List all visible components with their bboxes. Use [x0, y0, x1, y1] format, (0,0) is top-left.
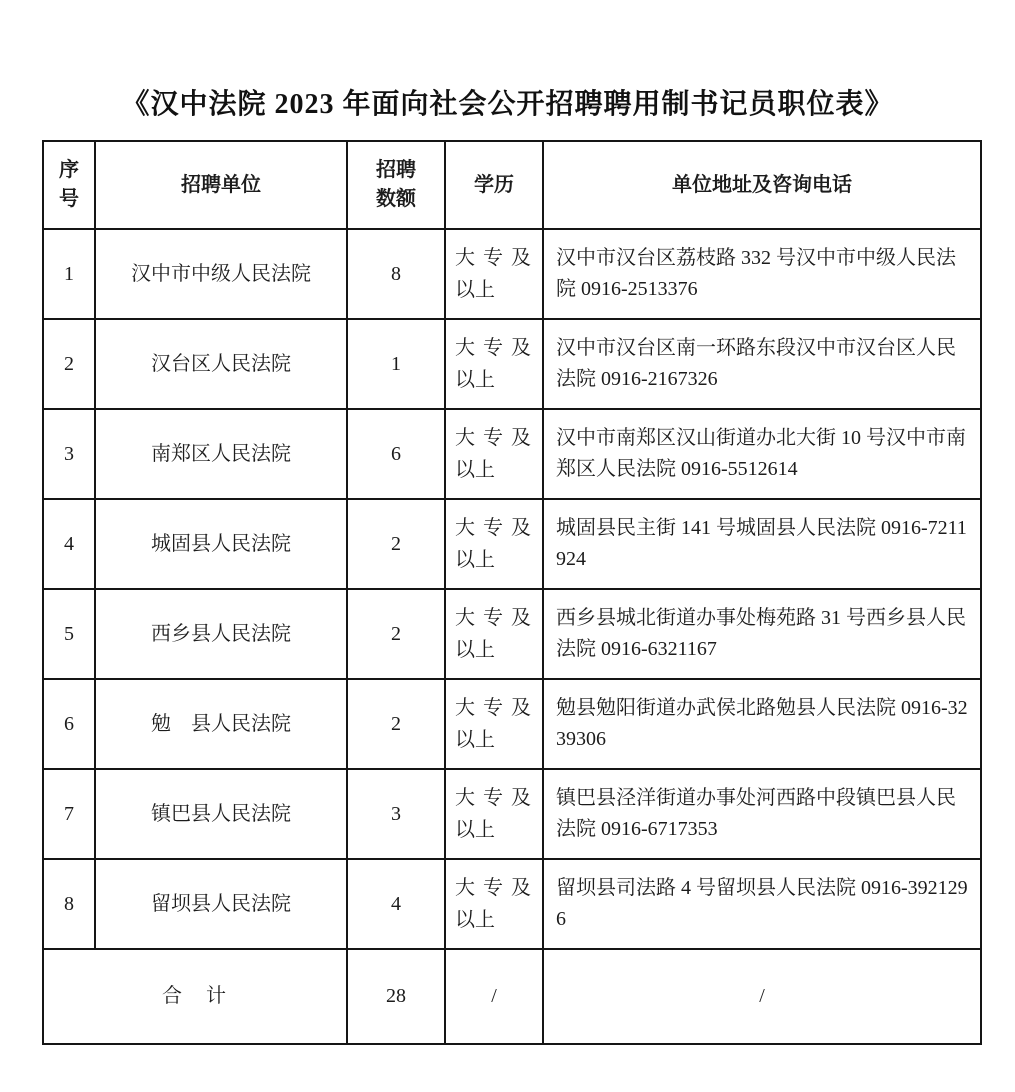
address-text: 镇巴县泾洋街道办事处河西路中段镇巴县人民法院 0916-6717353	[556, 787, 956, 840]
address-cell	[543, 769, 981, 859]
education-cell	[445, 229, 543, 319]
total-quota-cell: 28	[347, 949, 445, 1044]
header-row	[43, 141, 981, 229]
column-header-unit	[95, 141, 347, 229]
column-header-education-label: 学历	[474, 173, 514, 196]
address-cell	[543, 589, 981, 679]
unit-cell: 南郑区人民法院	[95, 409, 347, 499]
education-text: 大专及以上	[455, 337, 531, 391]
unit-cell: 勉 县人民法院	[95, 679, 347, 769]
quota-cell: 3	[347, 769, 445, 859]
education-text: 大专及以上	[455, 607, 531, 661]
column-header-serial	[43, 141, 95, 229]
serial-cell: 4	[43, 499, 95, 589]
serial-cell: 5	[43, 589, 95, 679]
unit-cell: 汉台区人民法院	[95, 319, 347, 409]
unit-cell: 留坝县人民法院	[95, 859, 347, 949]
quota-cell: 1	[347, 319, 445, 409]
column-header-address	[543, 141, 981, 229]
page-title: 《汉中法院 2023 年面向社会公开招聘聘用制书记员职位表》	[121, 89, 894, 120]
total-label-cell: 合 计	[43, 949, 347, 1044]
total-education-cell: /	[445, 949, 543, 1044]
education-cell	[445, 319, 543, 409]
address-text: 勉县勉阳街道办武侯北路勉县人民法院 0916-3239306	[556, 697, 968, 750]
quota-cell: 2	[347, 589, 445, 679]
education-text: 大专及以上	[455, 787, 531, 841]
unit-cell: 城固县人民法院	[95, 499, 347, 589]
table-row	[43, 859, 981, 949]
serial-cell: 2	[43, 319, 95, 409]
education-text: 大专及以上	[455, 517, 531, 571]
column-header-education	[445, 141, 543, 229]
table-row	[43, 679, 981, 769]
address-cell	[543, 229, 981, 319]
table-row	[43, 319, 981, 409]
education-text: 大专及以上	[455, 427, 531, 481]
unit-cell: 汉中市中级人民法院	[95, 229, 347, 319]
serial-cell: 1	[43, 229, 95, 319]
total-row	[43, 949, 981, 1044]
address-text: 汉中市汉台区荔枝路 332 号汉中市中级人民法院 0916-2513376	[556, 247, 956, 300]
table-row	[43, 229, 981, 319]
table-row	[43, 589, 981, 679]
unit-cell: 镇巴县人民法院	[95, 769, 347, 859]
serial-cell: 6	[43, 679, 95, 769]
table-row	[43, 769, 981, 859]
education-cell	[445, 409, 543, 499]
address-text: 城固县民主街 141 号城固县人民法院 0916-7211924	[556, 517, 967, 570]
column-header-address-label: 单位地址及咨询电话	[672, 173, 852, 196]
serial-cell: 3	[43, 409, 95, 499]
serial-cell: 8	[43, 859, 95, 949]
education-cell	[445, 769, 543, 859]
address-text: 留坝县司法路 4 号留坝县人民法院 0916-3921296	[556, 877, 968, 930]
quota-cell: 2	[347, 679, 445, 769]
address-cell	[543, 679, 981, 769]
column-header-quota	[347, 141, 445, 229]
education-cell	[445, 859, 543, 949]
education-text: 大专及以上	[455, 877, 531, 931]
address-cell	[543, 859, 981, 949]
address-text: 汉中市汉台区南一环路东段汉中市汉台区人民法院 0916-2167326	[556, 337, 956, 390]
education-text: 大专及以上	[455, 697, 531, 751]
education-text: 大专及以上	[455, 247, 531, 301]
quota-cell: 4	[347, 859, 445, 949]
address-cell	[543, 409, 981, 499]
quota-cell: 8	[347, 229, 445, 319]
recruitment-table	[42, 140, 982, 1045]
education-cell	[445, 589, 543, 679]
serial-cell: 7	[43, 769, 95, 859]
address-text: 西乡县城北街道办事处梅苑路 31 号西乡县人民法院 0916-6321167	[556, 607, 966, 660]
address-cell	[543, 319, 981, 409]
column-header-serial-label: 序号	[59, 159, 79, 210]
quota-cell: 2	[347, 499, 445, 589]
education-cell	[445, 679, 543, 769]
unit-cell: 西乡县人民法院	[95, 589, 347, 679]
total-address-cell: /	[543, 949, 981, 1044]
column-header-unit-label: 招聘单位	[181, 173, 261, 196]
column-header-quota-label: 招聘数额	[376, 159, 416, 210]
quota-cell: 6	[347, 409, 445, 499]
table-row	[43, 499, 981, 589]
address-text: 汉中市南郑区汉山街道办北大街 10 号汉中市南郑区人民法院 0916-5512614	[556, 427, 966, 480]
education-cell	[445, 499, 543, 589]
table-row	[43, 409, 981, 499]
address-cell	[543, 499, 981, 589]
